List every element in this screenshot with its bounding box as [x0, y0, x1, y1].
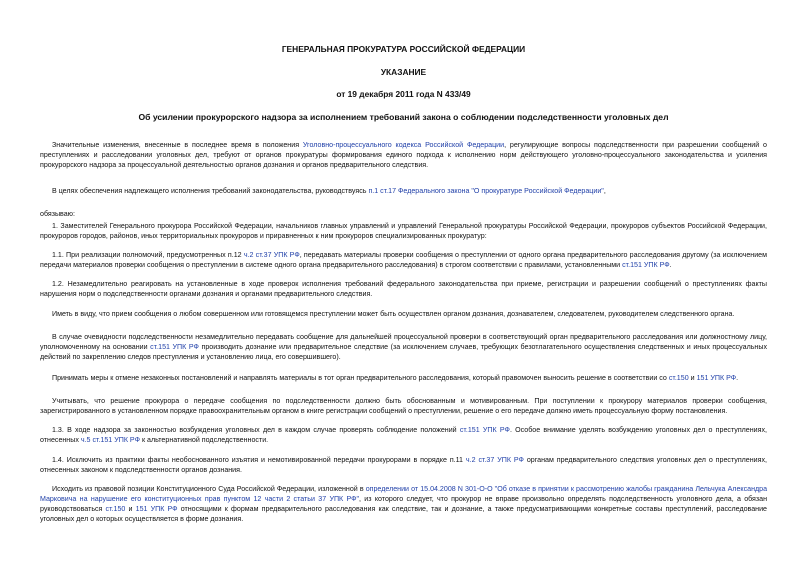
- paragraph-1-4: [40, 455, 767, 475]
- text: и: [125, 505, 136, 513]
- text: органам предварительного следствия уголовных дел о преступлениях, отнесенных законом к подследственности органов дознания.: [40, 456, 767, 474]
- paragraph-intro: [40, 140, 767, 170]
- document-type: УКАЗАНИЕ: [380, 67, 427, 77]
- link-st151[interactable]: ст.151 УПК РФ: [150, 343, 199, 351]
- text: 1.1. При реализации полномочий, предусмотренных п.12: [52, 251, 244, 259]
- text: к альтернативной подследственности.: [139, 436, 269, 444]
- text: относящими к формам предварительного расследования как следствие, так и дознание, а также предусматривающими конкретные составы преступлений, расследование уголовных дел о которых осуществляется в форме дознания.: [40, 505, 768, 523]
- text: , регулирующие вопросы подследственности при разрешении сообщений о преступлениях и расследовании уголовных дел, требуют от органов прокуратуры формирования единого подхода к исполнению норм действующего уголовно-процессуального законодательства и усиления прокурорского надзора за процессуальной деятельностью органов дознания и органов предварительного следствия.: [40, 141, 767, 169]
- paragraph-obligation: обязываю:: [40, 210, 75, 218]
- paragraph-1-1: [40, 250, 767, 270]
- document-subject: Об усилении прокурорского надзора за исполнением требований закона о соблюдении подследственности уголовных дел: [138, 112, 669, 122]
- paragraph-constitutional-court: [40, 484, 767, 524]
- text: В целях обеспечения надлежащего исполнения требований законодательства, руководствуясь: [52, 187, 369, 195]
- link-st151[interactable]: ст.151 УПК РФ: [459, 426, 510, 434]
- paragraph-reception: Иметь в виду, что прием сообщения о любом совершенном или готовящемся преступлении может быть осуществлен органом дознания, дознавателем, следователем, руководителем следственного органа.: [52, 310, 735, 318]
- paragraph-basis: [40, 186, 767, 196]
- text: , из которого следует, что прокурор не вправе произвольно определять подследственность уголовного дела, а обязан руководствоваться: [40, 495, 768, 513]
- link-st150[interactable]: ст.150: [105, 505, 126, 513]
- link-ch2-st37[interactable]: ч.2 ст.37 УПК РФ: [465, 456, 524, 464]
- link-ch2-st37[interactable]: ч.2 ст.37 УПК РФ: [243, 251, 300, 259]
- organization-title: ГЕНЕРАЛЬНАЯ ПРОКУРАТУРА РОССИЙСКОЙ ФЕДЕРАЦИИ: [281, 44, 526, 54]
- text: ,: [603, 187, 606, 195]
- link-151-upk[interactable]: 151 УПК РФ: [696, 374, 737, 382]
- paragraph-1-3: [40, 425, 767, 445]
- link-law-prosecutor[interactable]: п.1 ст.17 Федерального закона "О прокуратуре Российской Федерации": [368, 187, 604, 195]
- link-ch5-st151[interactable]: ч.5 ст.151 УПК РФ: [80, 436, 140, 444]
- text: , передавать материалы проверки сообщения о преступлении от одного органа предварительного расследования другому (за исключением передачи материалов проверки сообщения о преступлении в системе одного органа предварительного расследования) в строгом соответствии с правилами, установленными: [40, 251, 767, 269]
- text: 1.4. Исключить из практики факты необоснованного изъятия и немотивированной передачи прокурорами в порядке п.11: [52, 456, 466, 464]
- text: 1.3. В ходе надзора за законностью возбуждения уголовных дел в каждом случае проверять соблюдение положений: [52, 426, 460, 434]
- document-date-number: от 19 декабря 2011 года N 433/49: [336, 89, 471, 99]
- paragraph-transfer: [40, 332, 767, 362]
- text: . Особое внимание уделять возбуждению уголовных дел о преступлениях, отнесенных: [40, 426, 767, 444]
- text: .: [669, 261, 672, 269]
- link-st151[interactable]: ст.151 УПК РФ: [622, 261, 670, 269]
- text: и: [688, 374, 697, 382]
- text: В случае очевидности подследственности незамедлительно передавать сообщение для дальнейшей процессуальной проверки в соответствующий орган предварительного расследования или должностному лицу, уполномоченному на основании: [40, 333, 767, 351]
- link-151-upk[interactable]: 151 УПК РФ: [135, 505, 178, 513]
- paragraph-cancel: [40, 373, 767, 383]
- text: производить дознание или предварительное следствие (за исключением случаев, требующих безотлагательного осуществления следственных и иных процессуальных действий по закреплению следов преступления и установлению лица, его совершившего).: [40, 343, 767, 361]
- text: Исходить из правовой позиции Конституционного Суда Российской Федерации, изложенной в: [52, 485, 366, 493]
- paragraph-1-2: 1.2. Незамедлительно реагировать на установленные в ходе проверок исполнения требований федерального законодательства при приеме, регистрации и разрешении сообщений о преступлениях факты нарушения норм о подследственности органами дознания и органами предварительного следствия.: [40, 280, 767, 298]
- paragraph-justification: Учитывать, что решение прокурора о передаче сообщения по подследственности должно быть обоснованным и мотивированным. При поступлении к прокурору материалов проверки сообщения, зарегистрированного в установленном порядке правоохранительным органом в книге регистрации сообщений о преступлении, решение о его передаче должно иметь процессуальную форму постановления.: [40, 397, 767, 415]
- text: Значительные изменения, внесенные в последнее время в положения: [52, 141, 303, 149]
- text: .: [736, 374, 739, 382]
- link-st150[interactable]: ст.150: [668, 374, 689, 382]
- paragraph-1: 1. Заместителей Генерального прокурора Российской Федерации, начальников главных управлений и управлений Генеральной прокуратуры Российской Федерации, прокуроров субъектов Российской Федерации, прокуроров городов, районов, иных территориальных прокуроров и приравненных к ним прокуроров специализированных прокуратур:: [40, 222, 767, 240]
- link-upk-rf[interactable]: Уголовно-процессуального кодекса Российской Федерации: [302, 141, 505, 149]
- text: Принимать меры к отмене незаконных постановлений и направлять материалы в тот орган предварительного расследования, который правомочен выносить решение в соответствии со: [52, 374, 669, 382]
- link-court-ruling[interactable]: определении от 15.04.2008 N 301-О-О "Об отказе в принятии к рассмотрению жалобы гражданина Лельчука Александра Марковича на нарушение его конституционных прав пунктом 12 части 2 статьи 37 УПК РФ": [40, 485, 768, 503]
